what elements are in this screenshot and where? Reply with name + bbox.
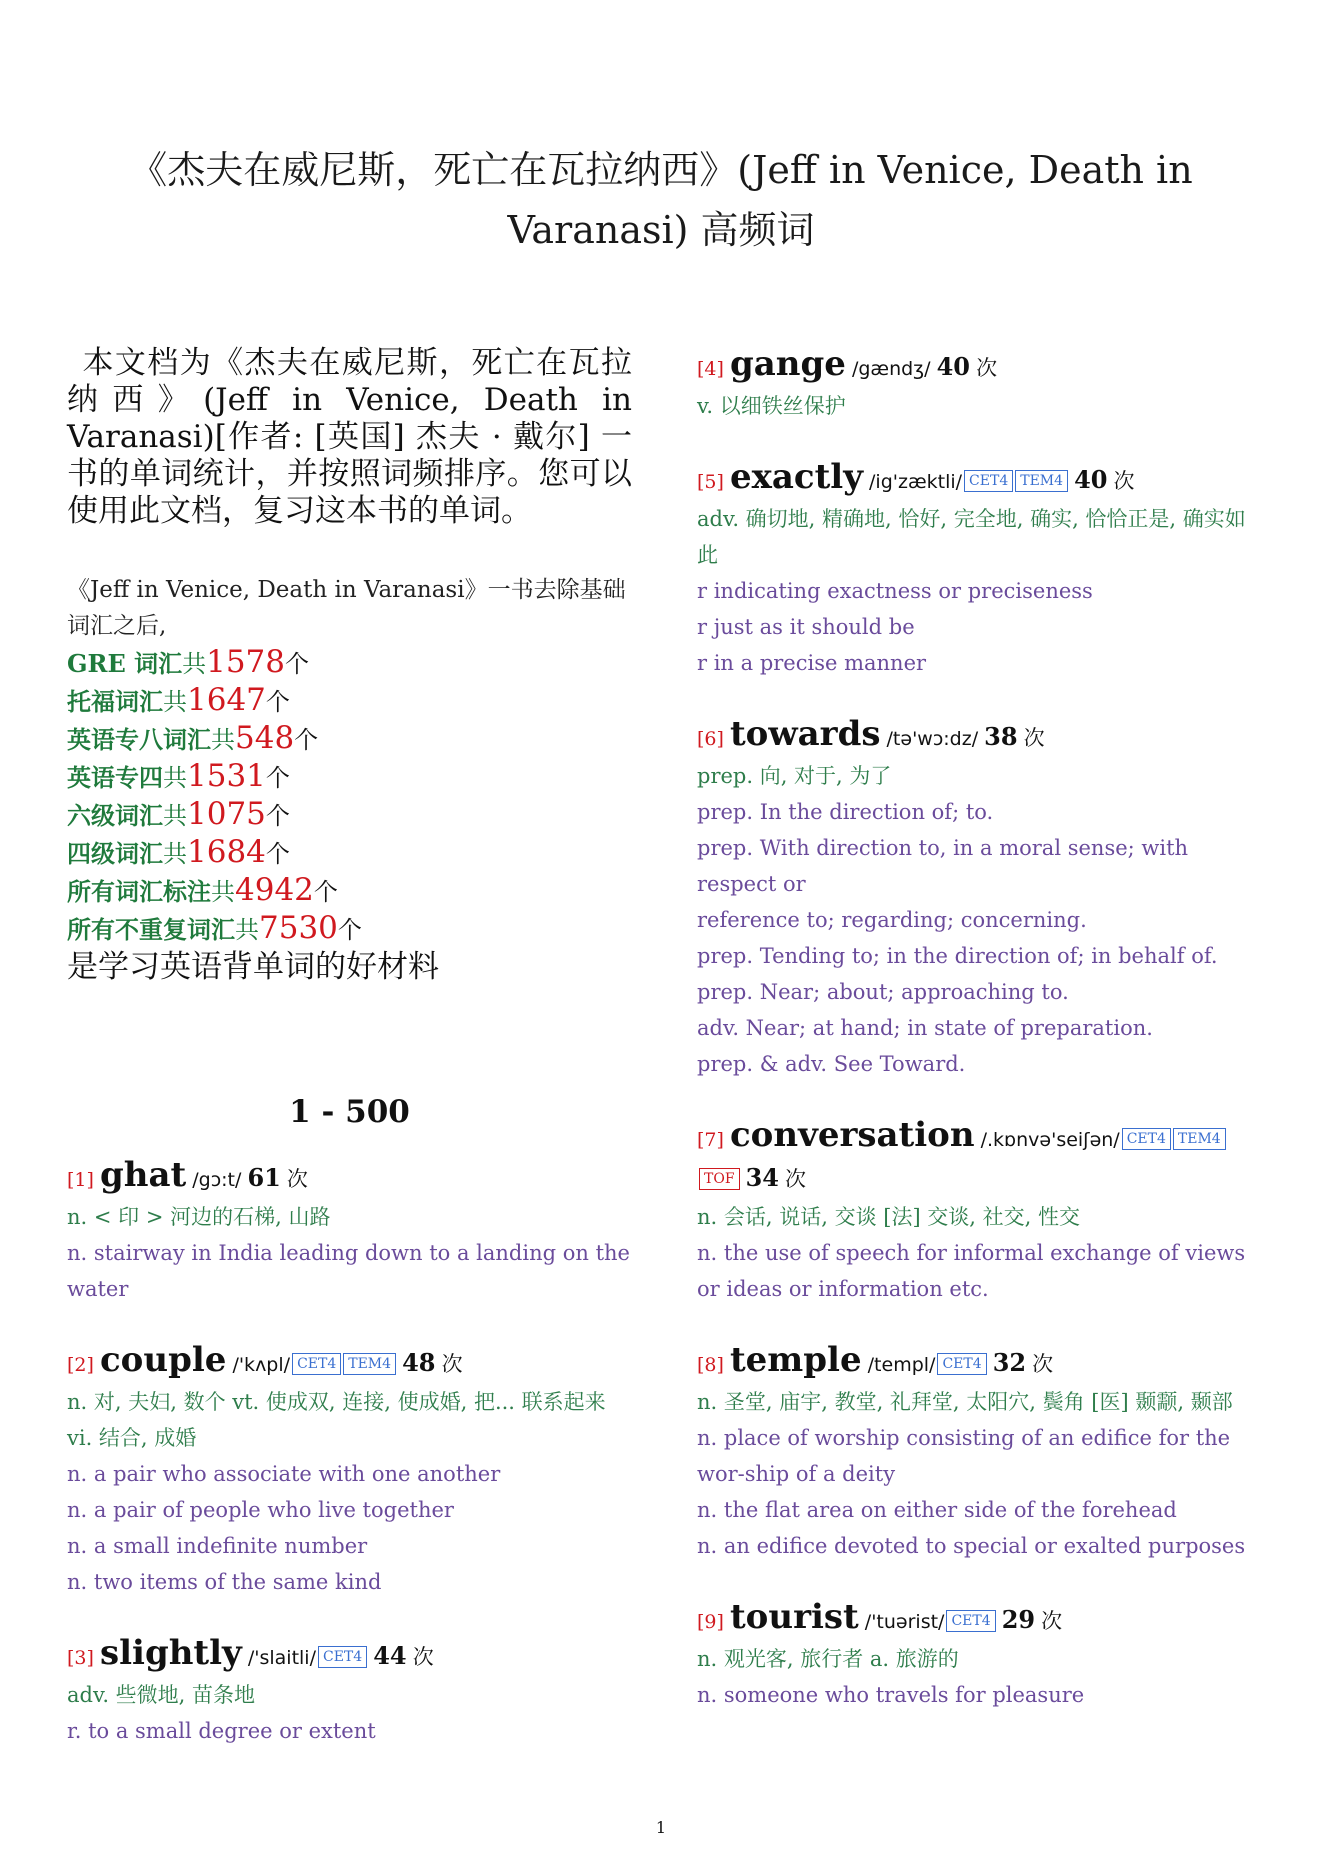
left-column (67, 345, 632, 1783)
stat-label: 所有词汇标注 (67, 877, 211, 906)
english-definition: n. a small indefinite number (67, 1534, 368, 1558)
english-definition: prep. Near; about; approaching to. (697, 980, 1069, 1004)
stat-unit: 个 (265, 802, 290, 830)
english-definition: r in a precise manner (697, 651, 927, 675)
entry-phonetic: /gɔ:t/ (192, 1169, 242, 1191)
english-definition: prep. In the direction of; to. (697, 800, 994, 824)
chinese-definition: n. 对, 夫妇, 数个 vt. 使成双, 连接, 使成婚, 把... 联系起来 vi. 结合, 成婚 (67, 1390, 606, 1450)
word-entry (697, 715, 1262, 1082)
entry-phonetic: /gændʒ/ (851, 358, 931, 380)
exam-tag-badge: CET4 (318, 1646, 367, 1668)
english-definition: prep. & adv. See Toward. (697, 1052, 966, 1076)
entry-count: 40 (936, 352, 971, 381)
word-entry (697, 1116, 1262, 1307)
entry-word: conversation (729, 1115, 975, 1155)
stat-row (67, 796, 632, 834)
stat-label: 托福词汇 (67, 687, 163, 716)
word-entry (67, 1341, 632, 1600)
vocabulary-summary (67, 572, 632, 986)
english-definition: n. an edifice devoted to special or exalted purposes (697, 1534, 1246, 1558)
entry-phonetic: /'kʌpl/ (232, 1354, 291, 1376)
entry-count: 29 (1001, 1605, 1036, 1634)
stat-list (67, 644, 632, 948)
exam-tag-badge: CET4 (1122, 1128, 1171, 1150)
stat-unit: 个 (265, 764, 290, 792)
entry-count: 32 (992, 1348, 1027, 1377)
entry-word: exactly (729, 457, 863, 497)
english-definition: n. the use of speech for informal exchange of views or ideas or information etc. (697, 1241, 1246, 1301)
english-definition: n. a pair of people who live together (67, 1498, 454, 1522)
entry-word: towards (729, 714, 881, 754)
stat-unit: 个 (265, 840, 290, 868)
summary-lead: 《Jeff in Venice, Death in Varanasi》一书去除基础词汇之后, (67, 577, 626, 639)
stat-row (67, 644, 632, 682)
stat-label: 英语专四 (67, 763, 163, 792)
english-definition: n. someone who travels for pleasure (697, 1683, 1085, 1707)
stat-row (67, 910, 632, 948)
word-entry (67, 1156, 632, 1307)
english-definition: n. two items of the same kind (67, 1570, 382, 1594)
entry-index: [4] (697, 358, 724, 380)
english-definition: r indicating exactness or preciseness (697, 579, 1093, 603)
entry-headline (697, 1116, 1262, 1199)
entry-headline (67, 1156, 632, 1199)
stat-connector: 共 (235, 916, 259, 944)
chinese-definition: n. 观光客, 旅行者 a. 旅游的 (697, 1647, 959, 1671)
entry-index: [9] (697, 1611, 724, 1633)
entry-headline (697, 458, 1262, 501)
count-unit: 次 (1113, 469, 1135, 493)
entry-word: slightly (99, 1633, 242, 1673)
exam-tag-badge: TEM4 (1173, 1128, 1226, 1150)
word-entry (697, 458, 1262, 681)
stat-row (67, 834, 632, 872)
stat-value: 1578 (206, 644, 285, 680)
intro-paragraph: 本文档为《杰夫在威尼斯，死亡在瓦拉纳西》(Jeff in Venice, Death in Varanasi)[作者: [英国] 杰夫 · 戴尔] 一书的单词统计，并按照词频排序。您可以使用此文档，复习这本书的单词。 (67, 345, 632, 529)
stat-label: 所有不重复词汇 (67, 915, 235, 944)
stat-row (67, 872, 632, 910)
stat-label: GRE 词汇 (67, 649, 183, 678)
entry-headline (67, 1341, 632, 1384)
count-unit: 次 (1041, 1609, 1063, 1633)
stat-value: 1531 (187, 758, 266, 794)
entry-index: [1] (67, 1169, 94, 1191)
entry-count: 61 (247, 1163, 281, 1192)
chinese-definition: v. 以细铁丝保护 (697, 394, 846, 418)
chinese-definition: prep. 向, 对于, 为了 (697, 764, 892, 788)
stat-connector: 共 (211, 878, 235, 906)
stat-connector: 共 (211, 726, 235, 754)
entry-phonetic: /templ/ (867, 1354, 936, 1376)
english-definition: n. the flat area on either side of the forehead (697, 1498, 1177, 1522)
entry-index: [5] (697, 471, 724, 493)
stat-connector: 共 (163, 764, 187, 792)
count-unit: 次 (976, 356, 998, 380)
document-title: 《杰夫在威尼斯，死亡在瓦拉纳西》(Jeff in Venice, Death in Varanasi) 高频词 (129, 148, 1193, 252)
entry-headline (697, 1598, 1262, 1641)
entry-list-right (697, 345, 1262, 1713)
entry-index: [8] (697, 1354, 724, 1376)
summary-closing: 是学习英语背单词的好材料 (67, 949, 439, 985)
english-definition: n. place of worship consisting of an edifice for the wor-ship of a deity (697, 1426, 1231, 1486)
english-definition: adv. Near; at hand; in state of preparation. (697, 1016, 1153, 1040)
entry-word: tourist (729, 1597, 859, 1637)
stat-connector: 共 (163, 840, 187, 868)
stat-connector: 共 (163, 802, 187, 830)
chinese-definition: adv. 些微地, 苗条地 (67, 1683, 256, 1707)
entry-phonetic: /tə'wɔ:dz/ (886, 728, 979, 750)
entry-headline (697, 715, 1262, 758)
right-column (697, 345, 1262, 1747)
stat-unit: 个 (337, 916, 362, 944)
english-definition: prep. Tending to; in the direction of; in behalf of. (697, 944, 1218, 968)
word-entry (697, 345, 1262, 424)
entry-phonetic: /'tuərist/ (864, 1611, 945, 1633)
stat-unit: 个 (285, 650, 309, 678)
stat-unit: 个 (294, 726, 319, 754)
stat-label: 六级词汇 (67, 801, 163, 830)
count-unit: 次 (441, 1352, 463, 1376)
entry-phonetic: /.kɒnvə'seiʃən/ (980, 1129, 1120, 1151)
entry-word: ghat (99, 1155, 187, 1195)
stat-unit: 个 (313, 878, 338, 906)
stat-value: 1684 (187, 834, 266, 870)
chinese-definition: n. < 印 > 河边的石梯, 山路 (67, 1205, 331, 1229)
entry-phonetic: /ig'zæktli/ (869, 471, 963, 493)
stat-row (67, 682, 632, 720)
entry-count: 44 (373, 1641, 407, 1670)
word-entry (697, 1598, 1262, 1713)
stat-connector: 共 (163, 688, 187, 716)
count-unit: 次 (412, 1645, 434, 1669)
count-unit: 次 (1023, 726, 1045, 750)
entry-count: 38 (984, 722, 1018, 751)
exam-tag-badge: TEM4 (343, 1353, 396, 1375)
entry-headline (67, 1634, 632, 1677)
entry-word: couple (99, 1340, 227, 1380)
entry-headline (697, 345, 1262, 388)
entry-word: gange (729, 344, 846, 384)
exam-tag-badge: TOF (699, 1168, 740, 1190)
english-definition: reference to; regarding; concerning. (697, 908, 1087, 932)
entry-phonetic: /'slaitli/ (247, 1647, 316, 1669)
entry-index: [7] (697, 1129, 724, 1151)
stat-value: 1075 (187, 796, 266, 832)
english-definition: r. to a small degree or extent (67, 1719, 376, 1743)
range-heading: 1 - 500 (289, 1094, 410, 1130)
english-definition: n. a pair who associate with one another (67, 1462, 501, 1486)
stat-value: 548 (235, 720, 295, 756)
chinese-definition: adv. 确切地, 精确地, 恰好, 完全地, 确实, 恰恰正是, 确实如此 (697, 507, 1246, 567)
entry-count: 48 (402, 1348, 436, 1377)
stat-label: 英语专八词汇 (67, 725, 211, 754)
entry-index: [6] (697, 728, 724, 750)
exam-tag-badge: CET4 (946, 1610, 995, 1632)
stat-connector: 共 (182, 650, 207, 678)
stat-label: 四级词汇 (67, 839, 163, 868)
stat-value: 1647 (187, 682, 266, 718)
entry-count: 34 (745, 1163, 779, 1192)
exam-tag-badge: TEM4 (1015, 470, 1068, 492)
entry-count: 40 (1074, 465, 1108, 494)
entry-index: [2] (67, 1354, 94, 1376)
entry-word: temple (729, 1340, 862, 1380)
exam-tag-badge: CET4 (937, 1353, 986, 1375)
entry-headline (697, 1341, 1262, 1384)
stat-value: 4942 (235, 872, 314, 908)
english-definition: n. stairway in India leading down to a landing on the water (67, 1241, 630, 1301)
chinese-definition: n. 会话, 说话, 交谈 [法] 交谈, 社交, 性交 (697, 1205, 1081, 1229)
stat-row (67, 758, 632, 796)
count-unit: 次 (785, 1167, 807, 1191)
stat-value: 7530 (259, 910, 338, 946)
exam-tag-badge: CET4 (964, 470, 1013, 492)
count-unit: 次 (286, 1167, 308, 1191)
entry-index: [3] (67, 1647, 94, 1669)
english-definition: r just as it should be (697, 615, 915, 639)
stat-unit: 个 (265, 688, 290, 716)
exam-tag-badge: CET4 (292, 1353, 341, 1375)
stat-row (67, 720, 632, 758)
chinese-definition: n. 圣堂, 庙宇, 教堂, 礼拜堂, 太阳穴, 鬓角 [医] 颞颥, 颞部 (697, 1390, 1233, 1414)
word-entry (697, 1341, 1262, 1564)
entry-list-left (67, 1156, 632, 1749)
english-definition: prep. With direction to, in a moral sense; with respect or (697, 836, 1189, 896)
page-number: 1 (655, 1818, 667, 1837)
count-unit: 次 (1032, 1352, 1054, 1376)
word-entry (67, 1634, 632, 1749)
